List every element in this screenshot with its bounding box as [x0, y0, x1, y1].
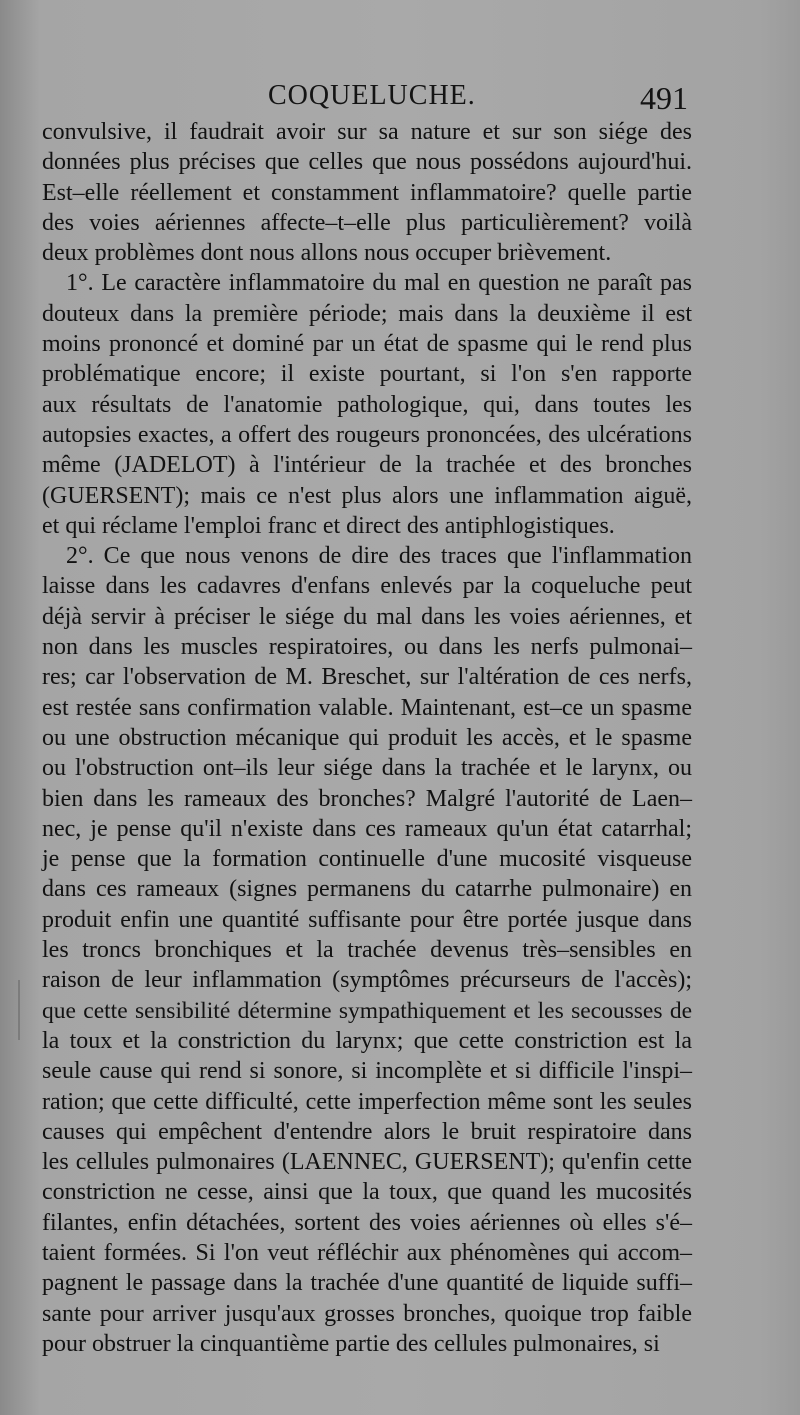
text-line: la toux et la constriction du larynx; que cette constriction est la [42, 1027, 692, 1054]
text-line: des voies aériennes affecte–t–elle plus particulièrement? voilà [42, 209, 692, 236]
text-line: Est–elle réellement et constamment inflammatoire? quelle partie [42, 179, 692, 206]
text-line: pour obstruer la cinquantième partie des cellules pulmonaires, si [42, 1330, 660, 1357]
page-header [0, 74, 800, 118]
text-line: sante pour arriver jusqu'aux grosses bronches, quoique trop faible [42, 1300, 692, 1327]
text-line: que cette sensibilité détermine sympathiquement et les secousses de [42, 997, 692, 1024]
text-line: ou une obstruction mécanique qui produit les accès, et le spasme [42, 724, 692, 751]
text-line: res; car l'observation de M. Breschet, sur l'altération de ces nerfs, [42, 664, 692, 691]
text-line: déjà servir à préciser le siége du mal dans les voies aériennes, et [42, 603, 692, 630]
body-text [42, 117, 692, 1359]
text-line: raison de leur inflammation (symptômes précurseurs de l'accès); [42, 967, 692, 994]
text-line: aux résultats de l'anatomie pathologique, qui, dans toutes les [42, 391, 692, 418]
text-line: est restée sans confirmation valable. Maintenant, est–ce un spasme [42, 694, 692, 721]
text-line: pagnent le passage dans la trachée d'une quantité de liquide suffi– [42, 1270, 692, 1297]
text-line: taient formées. Si l'on veut réfléchir aux phénomènes qui accom– [42, 1239, 692, 1266]
page-number: 491 [640, 80, 688, 116]
text-line: les cellules pulmonaires (LAENNEC, GUERSENT); qu'enfin cette [42, 1149, 692, 1176]
text-line: douteux dans la première période; mais dans la deuxième il est [42, 300, 692, 327]
text-line: causes qui empêchent d'entendre alors le bruit respiratoire dans [42, 1118, 692, 1145]
text-line: non dans les muscles respiratoires, ou dans les nerfs pulmonai– [42, 634, 692, 661]
margin-smudge [18, 980, 20, 1040]
text-line: bien dans les rameaux des bronches? Malgré l'autorité de Laen– [42, 785, 692, 812]
text-line: 1°. Le caractère inflammatoire du mal en question ne paraît pas [66, 270, 692, 297]
text-line: convulsive, il faudrait avoir sur sa nature et sur son siége des [42, 119, 692, 145]
text-line: laisse dans les cadavres d'enfans enlevés par la coqueluche peut [42, 573, 692, 600]
text-line: ou l'obstruction ont–ils leur siége dans la trachée et le larynx, ou [42, 755, 692, 782]
text-line: dans ces rameaux (signes permanens du catarrhe pulmonaire) en [42, 876, 692, 903]
text-line: produit enfin une quantité suffisante pour être portée jusque dans [42, 906, 692, 933]
text-line: autopsies exactes, a offert des rougeurs prononcées, des ulcérations [42, 421, 692, 448]
text-line: filantes, enfin détachées, sortent des voies aériennes où elles s'é– [42, 1209, 692, 1236]
text-line: seule cause qui rend si sonore, si incomplète et si difficile l'inspi– [42, 1058, 692, 1085]
text-line: même (JADELOT) à l'intérieur de la trachée et des bronches [42, 452, 692, 479]
text-line: deux problèmes dont nous allons nous occuper brièvement. [42, 240, 612, 267]
text-line: ration; que cette difficulté, cette imperfection même sont les seules [42, 1088, 692, 1115]
text-line: données plus précises que celles que nous possédons aujourd'hui. [42, 149, 692, 176]
text-line: problématique encore; il existe pourtant, si l'on s'en rapporte [42, 361, 692, 388]
text-line: nec, je pense qu'il n'existe dans ces rameaux qu'un état catarrhal; [42, 815, 692, 842]
text-line: constriction ne cesse, ainsi que la toux, que quand les mucosités [42, 1179, 692, 1206]
text-line: 2°. Ce que nous venons de dire des traces que l'inflammation [66, 543, 692, 570]
text-line: moins prononcé et dominé par un état de spasme qui le rend plus [42, 331, 692, 358]
running-title: COQUELUCHE. [268, 80, 476, 111]
text-line: les troncs bronchiques et la trachée devenus très–sensibles en [42, 937, 692, 964]
text-line: et qui réclame l'emploi franc et direct des antiphlogistiques. [42, 512, 615, 539]
text-line: (GUERSENT); mais ce n'est plus alors une inflammation aiguë, [42, 482, 692, 509]
text-line: je pense que la formation continuelle d'une mucosité visqueuse [42, 846, 692, 873]
